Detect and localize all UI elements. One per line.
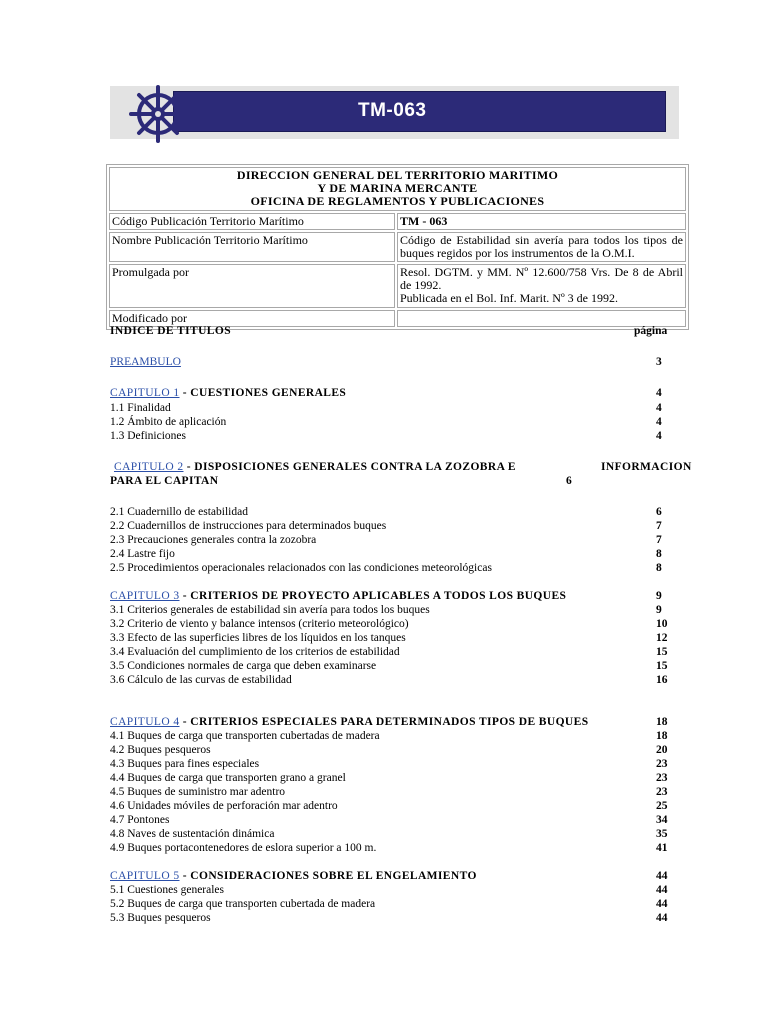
chapter-5-row <box>110 869 698 883</box>
modified-label: Modificado por <box>109 310 395 327</box>
item-label: 4.8 Naves de sustentación dinámica <box>110 828 275 840</box>
list-item <box>110 401 698 415</box>
list-item <box>110 799 698 813</box>
item-page: 23 <box>656 758 668 770</box>
chapter-2-row <box>110 460 698 474</box>
list-item <box>110 673 698 687</box>
list-item <box>110 645 698 659</box>
item-page: 18 <box>656 730 668 742</box>
name-label: Nombre Publicación Territorio Marítimo <box>109 232 395 262</box>
item-label: 4.3 Buques para fines especiales <box>110 758 260 770</box>
agency-line-1: DIRECCION GENERAL DEL TERRITORIO MARITIMO <box>236 168 559 182</box>
chapter-2-title: - DISPOSICIONES GENERALES CONTRA LA ZOZOBRA E <box>183 461 516 473</box>
item-label: 2.1 Cuadernillo de estabilidad <box>110 506 248 518</box>
item-label: 1.2 Ámbito de aplicación <box>110 416 227 428</box>
item-page: 16 <box>656 674 668 686</box>
item-page: 8 <box>656 562 662 574</box>
promulgated-label: Promulgada por <box>109 264 395 308</box>
list-item <box>110 505 698 519</box>
chapter-3-row <box>110 589 698 603</box>
item-page: 35 <box>656 828 668 840</box>
item-label: 3.4 Evaluación del cumplimiento de los criterios de estabilidad <box>110 646 400 658</box>
item-page: 9 <box>656 604 662 616</box>
item-page: 12 <box>656 632 668 644</box>
item-label: 3.6 Cálculo de las curvas de estabilidad <box>110 674 292 686</box>
list-item <box>110 771 698 785</box>
list-item <box>110 813 698 827</box>
chapter-5-link[interactable]: CAPITULO 5 <box>110 870 180 882</box>
item-label: 3.3 Efecto de las superficies libres de los líquidos en los tanques <box>110 632 406 644</box>
item-page: 44 <box>656 884 668 896</box>
list-item <box>110 631 698 645</box>
list-item <box>110 561 698 575</box>
item-page: 7 <box>656 520 662 532</box>
chapter-1-title: - CUESTIONES GENERALES <box>179 387 347 399</box>
item-label: 4.9 Buques portacontenedores de eslora superior a 100 m. <box>110 842 377 854</box>
item-page: 34 <box>656 814 668 826</box>
chapter-4-row <box>110 715 698 729</box>
item-label: 3.1 Criterios generales de estabilidad sin avería para todos los buques <box>110 604 430 616</box>
item-page: 44 <box>656 898 668 910</box>
item-page: 41 <box>656 842 668 854</box>
toc-page-header: página <box>634 325 668 337</box>
chapter-4-link[interactable]: CAPITULO 4 <box>110 716 180 728</box>
promulgated-value <box>397 264 686 308</box>
preambulo-page: 3 <box>656 356 662 368</box>
chapter-2-title-line2: PARA EL CAPITAN <box>110 475 219 487</box>
item-label: 4.6 Unidades móviles de perforación mar adentro <box>110 800 338 812</box>
chapter-1-row <box>110 386 698 400</box>
item-label: 4.2 Buques pesqueros <box>110 744 211 756</box>
item-page: 25 <box>656 800 668 812</box>
code-value: TM - 063 <box>397 213 686 230</box>
item-page: 15 <box>656 660 668 672</box>
item-label: 4.4 Buques de carga que transporten grano a granel <box>110 772 346 784</box>
chapter-5-page: 44 <box>656 870 668 882</box>
chapter-1-heading <box>110 386 346 400</box>
chapter-2-link[interactable]: CAPITULO 2 <box>114 461 184 473</box>
item-label: 5.1 Cuestiones generales <box>110 884 225 896</box>
list-item <box>110 897 698 911</box>
item-label: 2.4 Lastre fijo <box>110 548 175 560</box>
list-item <box>110 415 698 429</box>
item-page: 4 <box>656 430 662 442</box>
list-item <box>110 429 698 443</box>
chapter-2-page: 6 <box>566 475 572 487</box>
name-value: Código de Estabilidad sin avería para todos los tipos de buques regidos por los instrumentos de la O.M.I. <box>397 232 686 262</box>
item-label: 2.5 Procedimientos operacionales relacionados con las condiciones meteorológicas <box>110 562 492 574</box>
list-item <box>110 743 698 757</box>
item-label: 3.2 Criterio de viento y balance intensos (criterio meteorológico) <box>110 618 409 630</box>
item-page: 23 <box>656 772 668 784</box>
list-item <box>110 617 698 631</box>
list-item <box>110 911 698 925</box>
item-page: 4 <box>656 402 662 414</box>
list-item <box>110 603 698 617</box>
chapter-3-heading <box>110 589 566 603</box>
item-label: 4.7 Pontones <box>110 814 170 826</box>
list-item <box>110 533 698 547</box>
item-label: 1.1 Finalidad <box>110 402 171 414</box>
banner-title: TM-063 <box>358 100 427 121</box>
item-page: 23 <box>656 786 668 798</box>
list-item <box>110 659 698 673</box>
list-item <box>110 841 698 855</box>
promulgated-bulletin: Publicada en el Bol. Inf. Marit. Nº 3 de 1992. <box>400 291 619 305</box>
item-label: 3.5 Condiciones normales de carga que deben examinarse <box>110 660 377 672</box>
item-page: 20 <box>656 744 668 756</box>
list-item <box>110 785 698 799</box>
item-page: 44 <box>656 912 668 924</box>
chapter-3-title: - CRITERIOS DE PROYECTO APLICABLES A TODOS LOS BUQUES <box>179 590 567 602</box>
agency-line-2: Y DE MARINA MERCANTE <box>317 181 478 195</box>
agency-line-3: OFICINA DE REGLAMENTOS Y PUBLICACIONES <box>250 194 545 208</box>
item-label: 2.3 Precauciones generales contra la zozobra <box>110 534 317 546</box>
preambulo-row <box>110 355 698 369</box>
item-label: 1.3 Definiciones <box>110 430 187 442</box>
chapter-2-row-cont <box>110 474 698 488</box>
item-page: 15 <box>656 646 668 658</box>
list-item <box>110 729 698 743</box>
list-item <box>110 547 698 561</box>
promulgated-resolution: Resol. DGTM. y MM. Nº 12.600/758 Vrs. De 8 de Abril de 1992. <box>400 265 683 292</box>
toc-title: INDICE DE TITULOS <box>110 325 231 337</box>
item-label: 4.5 Buques de suministro mar adentro <box>110 786 286 798</box>
chapter-5-title: - CONSIDERACIONES SOBRE EL ENGELAMIENTO <box>179 870 477 882</box>
list-item <box>110 827 698 841</box>
chapter-1-page: 4 <box>656 387 662 399</box>
chapter-4-page: 18 <box>656 716 668 728</box>
chapter-4-title: - CRITERIOS ESPECIALES PARA DETERMINADOS TIPOS DE BUQUES <box>179 716 589 728</box>
chapter-2-heading <box>114 460 516 474</box>
item-page: 6 <box>656 506 662 518</box>
item-label: 5.2 Buques de carga que transporten cubertada de madera <box>110 898 376 910</box>
publication-info-table <box>106 164 689 330</box>
preambulo-link[interactable]: PREAMBULO <box>110 356 181 368</box>
item-label: 4.1 Buques de carga que transporten cubertadas de madera <box>110 730 380 742</box>
chapter-4-heading <box>110 715 589 729</box>
item-label: 5.3 Buques pesqueros <box>110 912 211 924</box>
list-item <box>110 757 698 771</box>
item-page: 4 <box>656 416 662 428</box>
chapter-3-link[interactable]: CAPITULO 3 <box>110 590 180 602</box>
item-label: 2.2 Cuadernillos de instrucciones para determinados buques <box>110 520 387 532</box>
chapter-2-title-end: INFORMACION <box>601 461 692 473</box>
list-item <box>110 519 698 533</box>
item-page: 10 <box>656 618 668 630</box>
chapter-3-page: 9 <box>656 590 662 602</box>
toc-heading <box>110 324 698 338</box>
chapter-5-heading <box>110 869 477 883</box>
ship-wheel-icon <box>125 84 191 144</box>
list-item <box>110 883 698 897</box>
chapter-1-link[interactable]: CAPITULO 1 <box>110 387 180 399</box>
item-page: 7 <box>656 534 662 546</box>
code-label: Código Publicación Territorio Marítimo <box>109 213 395 230</box>
agency-heading <box>109 167 686 211</box>
item-page: 8 <box>656 548 662 560</box>
